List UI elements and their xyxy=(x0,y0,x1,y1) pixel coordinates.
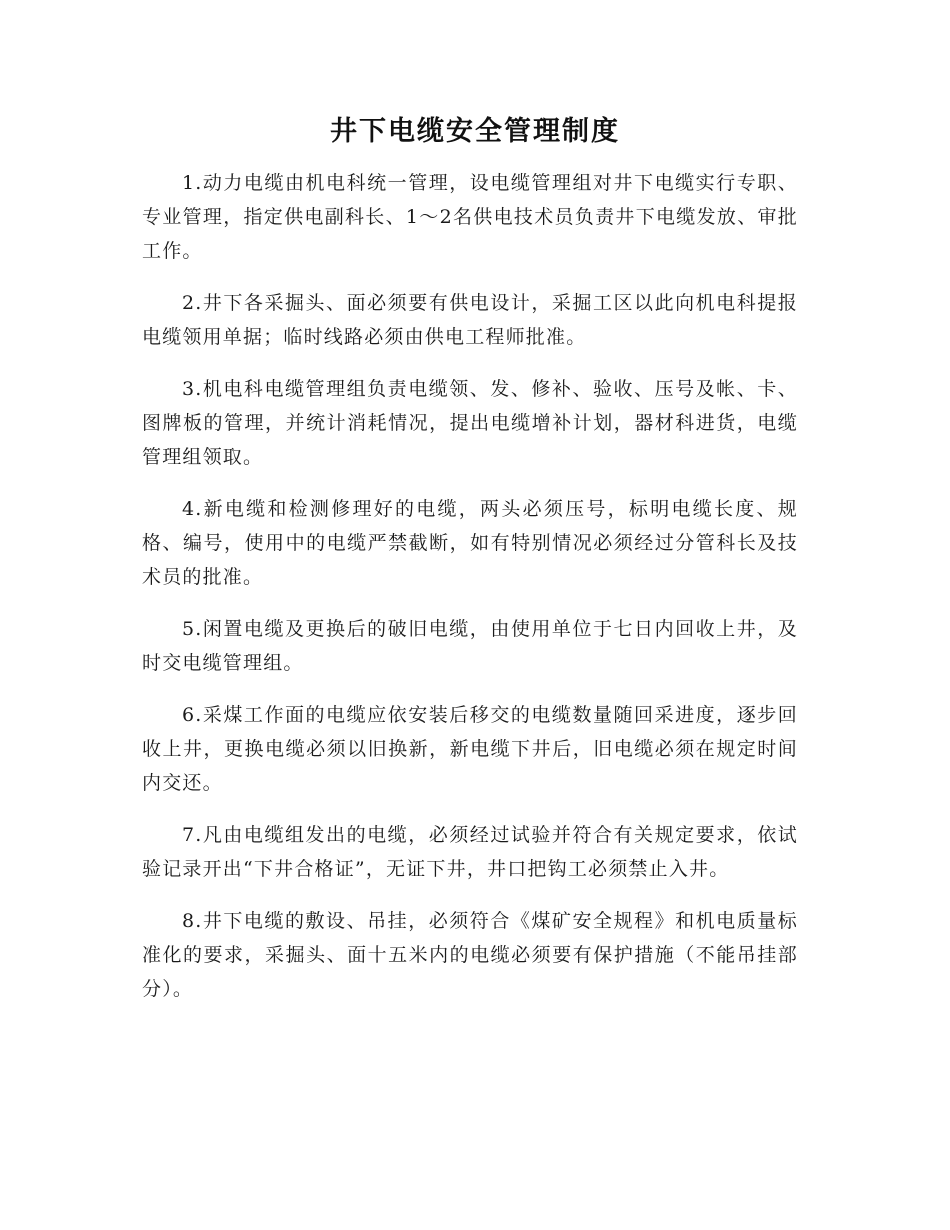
paragraph-6: 6.采煤工作面的电缆应依安装后移交的电缆数量随回采进度，逐步回收上井，更换电缆必须以旧换新，新电缆下井后，旧电缆必须在规定时间内交还。 xyxy=(142,704,798,794)
paragraph-3: 3.机电科电缆管理组负责电缆领、发、修补、验收、压号及帐、卡、图牌板的管理，并统计消耗情况，提出电缆增补计划，器材科进货，电缆管理组领取。 xyxy=(142,378,798,468)
document-body xyxy=(142,166,798,1024)
paragraph-8: 8.井下电缆的敷设、吊挂，必须符合《煤矿安全规程》和机电质量标准化的要求，采掘头、面十五米内的电缆必须要有保护措施（不能吊挂部分）。 xyxy=(142,910,798,1000)
paragraph-5: 5.闲置电缆及更换后的破旧电缆，由使用单位于七日内回收上井，及时交电缆管理组。 xyxy=(142,618,798,674)
paragraph-1: 1.动力电缆由机电科统一管理，设电缆管理组对井下电缆实行专职、专业管理，指定供电副科长、1～2名供电技术员负责井下电缆发放、审批工作。 xyxy=(142,172,798,262)
document-title: 井下电缆安全管理制度 xyxy=(330,116,620,147)
paragraph-4: 4.新电缆和检测修理好的电缆，两头必须压号，标明电缆长度、规格、编号，使用中的电缆严禁截断，如有特别情况必须经过分管科长及技术员的批准。 xyxy=(142,498,798,588)
paragraph-7: 7.凡由电缆组发出的电缆，必须经过试验并符合有关规定要求，依试验记录开出“下井合格证”，无证下井，井口把钩工必须禁止入井。 xyxy=(142,824,798,880)
paragraph-2: 2.井下各采掘头、面必须要有供电设计，采掘工区以此向机电科提报电缆领用单据；临时线路必须由供电工程师批准。 xyxy=(142,292,798,348)
